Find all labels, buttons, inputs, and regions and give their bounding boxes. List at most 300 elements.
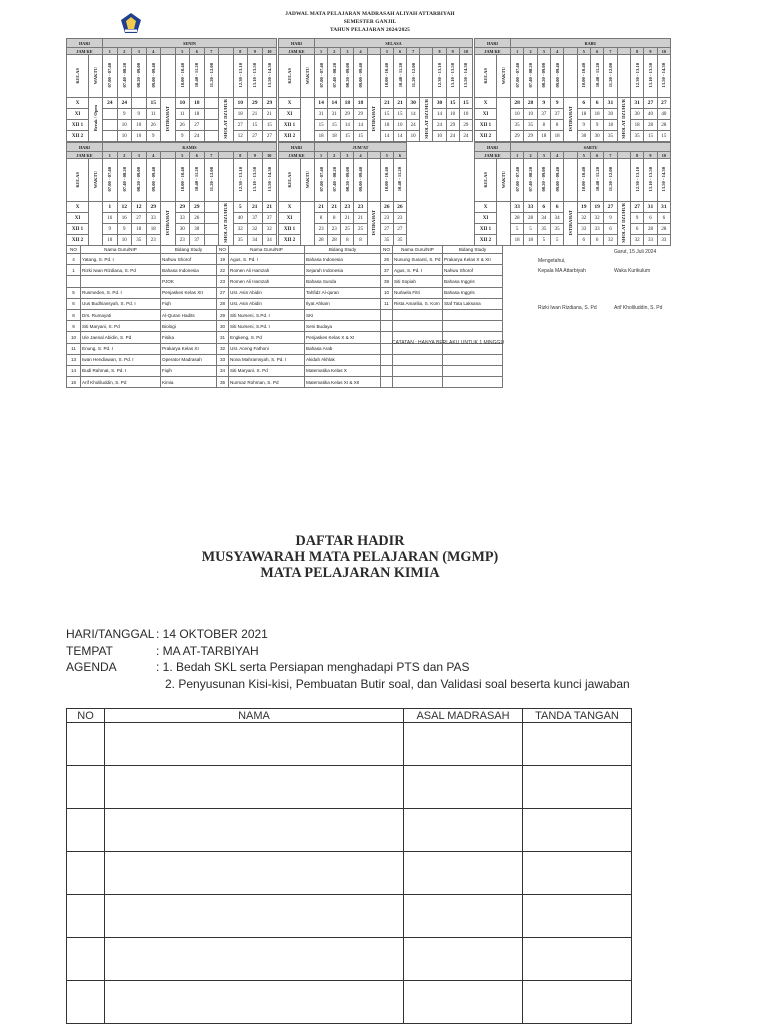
- subject-code: 9: [537, 98, 550, 109]
- subject-code: 30: [190, 224, 205, 235]
- subject-code: 29: [341, 109, 354, 120]
- time-slot: 07.00 - 07.40: [103, 55, 118, 98]
- teacher-no: 10: [381, 287, 393, 298]
- subject-code: 18: [315, 131, 328, 142]
- teacher-no: 34: [217, 365, 229, 376]
- subject-code: 35: [380, 235, 393, 246]
- subject-code: 32: [630, 235, 643, 246]
- jam-number: 7: [604, 152, 617, 159]
- subject-code: 10: [433, 131, 446, 142]
- attendance-row: [67, 809, 632, 852]
- teacher-name: Siti Nurseni, S.Pd. I: [229, 321, 305, 332]
- teacher-header-cell: Bidang Study: [161, 246, 217, 254]
- jam-number: 2: [524, 48, 537, 55]
- subject-code: 8: [315, 213, 328, 224]
- attendance-asal-cell[interactable]: [404, 981, 523, 1024]
- signature-date: Garut, 15 Juli 2024: [614, 249, 657, 255]
- subject-code: 30: [175, 224, 190, 235]
- jam-number: 9: [644, 48, 657, 55]
- jam-number: 8: [433, 48, 446, 55]
- jam-number: 9: [248, 48, 263, 55]
- time-slot: 12.30 - 13.10: [630, 159, 643, 202]
- teacher-subject: Penjaskes Kelas X & XI: [305, 332, 381, 343]
- teacher-subject: Staf Tata Laksana: [443, 298, 503, 309]
- subject-code: 27: [393, 224, 406, 235]
- subject-code: 29: [146, 202, 161, 213]
- subject-code: 40: [657, 109, 670, 120]
- subject-code: 31: [630, 98, 643, 109]
- time-slot: 12.30 - 13.10: [630, 55, 643, 98]
- teacher-name: Rista Amarilia, S. Kom: [393, 298, 443, 309]
- subject-code: 30: [407, 98, 420, 109]
- teacher-no: 14: [67, 365, 81, 376]
- subject-code: 10: [117, 131, 132, 142]
- teacher-name: Siti Sopiah: [393, 276, 443, 287]
- subject-code: 28: [524, 98, 537, 109]
- subject-code: [132, 98, 147, 109]
- teacher-subject: Bahasa Sunda: [305, 276, 381, 287]
- jam-number: 8: [630, 48, 643, 55]
- class-name: X: [279, 98, 301, 109]
- subject-code: 29: [248, 98, 263, 109]
- waktu-label: WAKTU: [301, 55, 315, 98]
- subject-code: 10: [446, 109, 459, 120]
- subject-code: 15: [328, 120, 341, 131]
- teacher-subject: Matematika Kelas XI & XII: [305, 377, 381, 388]
- kemenag-logo-icon: [120, 12, 142, 34]
- attendance-ttd-cell[interactable]: [523, 723, 632, 766]
- teacher-no: 8: [67, 309, 81, 320]
- waktu-cell: [497, 98, 511, 142]
- teacher-subject: Fiqih: [161, 365, 217, 376]
- teacher-subject: [443, 365, 503, 376]
- subject-code: 35: [630, 131, 643, 142]
- teacher-no: [381, 332, 393, 343]
- attendance-title-line2: MUSYAWARAH MATA PELAJARAN (MGMP): [201, 549, 499, 565]
- time-slot: 10.00 - 10.40: [175, 55, 190, 98]
- subject-code: 37: [248, 213, 263, 224]
- break-header: [420, 55, 433, 98]
- class-name: X: [475, 98, 497, 109]
- break-header: [161, 55, 176, 98]
- kelas-label: KELAS: [279, 159, 301, 202]
- jam-number: 1: [103, 152, 118, 159]
- class-name: XI: [475, 213, 497, 224]
- break-header: [161, 152, 176, 159]
- subject-code: 27: [248, 131, 263, 142]
- teacher-name: Romen Ali Hamzah: [229, 265, 305, 276]
- subject-code: 10: [233, 98, 248, 109]
- subject-code: 29: [511, 131, 524, 142]
- teacher-table: [66, 245, 503, 388]
- attendance-ttd-cell[interactable]: [523, 895, 632, 938]
- jam-number: 6: [190, 152, 205, 159]
- jam-number: 6: [190, 48, 205, 55]
- teacher-name: [393, 377, 443, 388]
- kelas-label: KELAS: [475, 55, 497, 98]
- sholat-cell: SHOLAT DZUHUR: [617, 98, 630, 142]
- subject-code: [204, 131, 219, 142]
- attendance-nama-cell[interactable]: [105, 766, 404, 809]
- subject-code: 8: [341, 235, 354, 246]
- subject-code: [103, 131, 118, 142]
- teacher-subject: Nahwu Shorof: [161, 254, 217, 265]
- attendance-asal-cell[interactable]: [404, 938, 523, 981]
- teacher-no: 35: [217, 377, 229, 388]
- jam-number: 7: [204, 152, 219, 159]
- time-slot: 07.00 - 07.40: [315, 55, 328, 98]
- class-name: XII 2: [475, 235, 497, 246]
- teacher-no: 28: [217, 298, 229, 309]
- subject-code: 37: [550, 109, 563, 120]
- subject-code: 23: [175, 235, 190, 246]
- jam-number: 8: [233, 152, 248, 159]
- sholat-cell: SHOLAT DZUHUR: [219, 98, 234, 142]
- subject-code: 6: [577, 235, 590, 246]
- attendance-no-cell[interactable]: [67, 809, 105, 852]
- teacher-name: Yatang, S. Pd. I: [81, 254, 161, 265]
- time-slot: 07.00 - 07.40: [511, 159, 524, 202]
- class-name: XII 1: [67, 120, 89, 131]
- subject-code: [204, 98, 219, 109]
- teacher-name: [393, 309, 443, 320]
- waktu-label: WAKTU: [497, 55, 511, 98]
- jam-number: 10: [262, 48, 277, 55]
- subject-code: 23: [341, 202, 354, 213]
- teacher-row: [67, 298, 503, 309]
- time-slot: 09.00 - 09.40: [146, 55, 161, 98]
- subject-code: 10: [132, 131, 147, 142]
- subject-code: 33: [146, 213, 161, 224]
- time-slot: 13.50 - 14.30: [657, 55, 670, 98]
- subject-code: 33: [644, 235, 657, 246]
- teacher-row: [67, 276, 503, 287]
- subject-code: 40: [644, 109, 657, 120]
- subject-code: 27: [132, 213, 147, 224]
- time-slot: 13.10 - 13.50: [644, 55, 657, 98]
- subject-code: 14: [341, 120, 354, 131]
- teacher-name: [393, 321, 443, 332]
- subject-code: 15: [644, 131, 657, 142]
- subject-code: 29: [354, 109, 367, 120]
- subject-code: 9: [590, 120, 603, 131]
- attendance-asal-cell[interactable]: [404, 852, 523, 895]
- kelas-label: KELAS: [279, 55, 301, 98]
- subject-code: 16: [117, 213, 132, 224]
- subject-code: 14: [393, 131, 406, 142]
- subject-code: 31: [644, 202, 657, 213]
- subject-code: 8: [354, 235, 367, 246]
- subject-code: 21: [341, 213, 354, 224]
- jam-number: 4: [354, 152, 367, 159]
- teacher-name: Ust. Asin Abidin: [229, 287, 305, 298]
- class-name: XI: [475, 109, 497, 120]
- teacher-subject: Bahasa Indonesia: [161, 265, 217, 276]
- schedule-row: [279, 202, 407, 213]
- break-header: [219, 159, 234, 202]
- subject-code: 37: [190, 235, 205, 246]
- subject-code: 32: [262, 224, 277, 235]
- subject-code: 6: [604, 224, 617, 235]
- attendance-asal-cell[interactable]: [404, 895, 523, 938]
- teacher-no: 11: [381, 298, 393, 309]
- subject-code: 5: [233, 202, 248, 213]
- teacher-name: Iwan Hendiawan, S. Pd. I: [81, 354, 161, 365]
- sholat-cell: SHOLAT DZUHUR: [420, 98, 433, 142]
- subject-code: 5: [537, 235, 550, 246]
- teacher-row: [67, 265, 503, 276]
- agenda-label: AGENDA: [66, 660, 117, 674]
- teacher-row: [67, 354, 503, 365]
- time-slot: 10.00 - 10.40: [175, 159, 190, 202]
- waktu-cell: [497, 202, 511, 246]
- istirahat-cell: ISTIRAHAT: [564, 98, 577, 142]
- time-slot: 13.10 - 13.50: [248, 159, 263, 202]
- subject-code: 29: [175, 202, 190, 213]
- attendance-row: [67, 981, 632, 1024]
- teacher-header-cell: Nama Guru/NIP: [393, 246, 443, 254]
- subject-code: 15: [380, 109, 393, 120]
- time-slot: 08.20 - 09.00: [132, 159, 147, 202]
- teacher-subject: [443, 321, 503, 332]
- subject-code: 40: [233, 213, 248, 224]
- subject-code: 12: [132, 202, 147, 213]
- subject-code: 15: [459, 98, 472, 109]
- jam-number: 1: [511, 152, 524, 159]
- teacher-no: 6: [67, 298, 81, 309]
- subject-code: 10: [524, 109, 537, 120]
- jam-number: 1: [103, 48, 118, 55]
- break-header: [564, 48, 577, 55]
- subject-code: [204, 235, 219, 246]
- teacher-name: Nurmaz Rohman, S. Pd: [229, 377, 305, 388]
- subject-code: 35: [537, 224, 550, 235]
- teacher-no: 37: [381, 265, 393, 276]
- attendance-no-cell[interactable]: [67, 895, 105, 938]
- subject-code: 18: [354, 98, 367, 109]
- attendance-row: [67, 938, 632, 981]
- attendance-nama-cell[interactable]: [105, 938, 404, 981]
- attendance-asal-cell[interactable]: [404, 809, 523, 852]
- subject-code: 32: [577, 213, 590, 224]
- time-slot: 09.00 - 09.40: [354, 55, 367, 98]
- time-slot: 12.30 - 13.10: [433, 55, 446, 98]
- jam-number: 10: [657, 152, 670, 159]
- jam-number: 9: [248, 152, 263, 159]
- istirahat-cell: ISTIRAHAT: [564, 202, 577, 246]
- subject-code: 21: [262, 109, 277, 120]
- subject-code: 18: [341, 98, 354, 109]
- teacher-name: Enung, S. Pd. I: [81, 343, 161, 354]
- attendance-ttd-cell[interactable]: [523, 809, 632, 852]
- subject-code: 15: [315, 120, 328, 131]
- break-header: [219, 48, 234, 55]
- jam-number: 9: [446, 48, 459, 55]
- teacher-header-cell: Bidang Study: [305, 246, 381, 254]
- subject-code: 27: [233, 120, 248, 131]
- class-name: XI: [67, 213, 89, 224]
- subject-code: [204, 109, 219, 120]
- break-header: [367, 55, 380, 98]
- day-name: RABU: [511, 39, 671, 48]
- jam-number: 3: [132, 48, 147, 55]
- class-name: XI: [279, 213, 301, 224]
- teacher-name: [81, 276, 161, 287]
- class-name: X: [475, 202, 497, 213]
- attendance-ttd-cell[interactable]: [523, 852, 632, 895]
- attendance-nama-cell[interactable]: [105, 809, 404, 852]
- attendance-nama-cell[interactable]: [105, 895, 404, 938]
- teacher-subject: Fiqh: [161, 298, 217, 309]
- teacher-name: Agus, S. Pd. I: [393, 265, 443, 276]
- time-slot: 07.40 - 08.20: [524, 55, 537, 98]
- jam-number: 10: [657, 48, 670, 55]
- subject-code: 14: [354, 120, 367, 131]
- subject-code: 35: [393, 235, 406, 246]
- time-slot: 10.40 - 11.20: [190, 55, 205, 98]
- teacher-header-row: [67, 246, 503, 254]
- jam-number: 7: [604, 48, 617, 55]
- teacher-subject: Prakarya Kelas X & XII: [443, 254, 503, 265]
- hari-value: : 14 OKTOBER 2021: [156, 627, 268, 641]
- attendance-title-line3: MATA PELAJARAN KIMIA: [260, 565, 440, 581]
- attendance-asal-cell[interactable]: [404, 723, 523, 766]
- subject-code: 35: [132, 235, 147, 246]
- schedule-row: [67, 98, 277, 109]
- attendance-nama-cell[interactable]: [105, 723, 404, 766]
- attendance-no-cell[interactable]: [67, 766, 105, 809]
- subject-code: 16: [103, 213, 118, 224]
- jam-ke-label: JAM KE: [67, 48, 103, 55]
- subject-code: 23: [146, 235, 161, 246]
- subject-code: 28: [524, 213, 537, 224]
- sholat-cell: SHOLAT DZUHUR: [617, 202, 630, 246]
- subject-code: 27: [630, 202, 643, 213]
- class-name: XII 2: [67, 235, 89, 246]
- teacher-name: Romen Ali Hamzah: [229, 276, 305, 287]
- subject-code: 14: [328, 98, 341, 109]
- schedule-row: [67, 202, 277, 213]
- subject-code: 21: [354, 213, 367, 224]
- break-header: [564, 159, 577, 202]
- subject-code: 9: [175, 131, 190, 142]
- attendance-no-cell[interactable]: [67, 938, 105, 981]
- attendance-ttd-cell[interactable]: [523, 766, 632, 809]
- subject-code: 30: [604, 109, 617, 120]
- jam-number: 9: [644, 152, 657, 159]
- attendance-ttd-cell[interactable]: [523, 981, 632, 1024]
- subject-code: 28: [657, 120, 670, 131]
- attendance-no-cell[interactable]: [67, 852, 105, 895]
- subject-code: 35: [550, 224, 563, 235]
- time-slot: 07.40 - 08.20: [328, 55, 341, 98]
- subject-code: 6: [657, 213, 670, 224]
- attendance-nama-cell[interactable]: [105, 852, 404, 895]
- jam-number: 4: [354, 48, 367, 55]
- attendance-no-cell[interactable]: [67, 723, 105, 766]
- jam-number: 5: [577, 48, 590, 55]
- teacher-subject: [443, 354, 503, 365]
- subject-code: 9: [117, 109, 132, 120]
- subject-code: 28: [644, 120, 657, 131]
- subject-code: 34: [248, 235, 263, 246]
- subject-code: 24: [433, 120, 446, 131]
- subject-code: 5: [550, 235, 563, 246]
- subject-code: 27: [262, 131, 277, 142]
- subject-code: 21: [328, 202, 341, 213]
- subject-code: 37: [262, 213, 277, 224]
- attendance-nama-cell[interactable]: [105, 981, 404, 1024]
- signature-waka-title: Waka Kurikulum: [614, 268, 651, 274]
- teacher-subject: Bahasa Arab: [305, 343, 381, 354]
- jam-ke-label: JAM KE: [475, 152, 511, 159]
- subject-code: 18: [630, 120, 643, 131]
- teacher-row: [67, 377, 503, 388]
- subject-code: 10: [132, 120, 147, 131]
- teacher-subject: Akidah Akhlak: [305, 354, 381, 365]
- teacher-no: 13: [67, 354, 81, 365]
- teacher-header-cell: NO: [381, 246, 393, 254]
- subject-code: 30: [630, 109, 643, 120]
- subject-code: 10: [175, 98, 190, 109]
- day-name: KAMIS: [103, 143, 277, 152]
- jam-number: 6: [393, 48, 406, 55]
- class-name: XII 1: [475, 224, 497, 235]
- teacher-name: Rusmeden, S. Pd. I: [81, 287, 161, 298]
- jam-number: 5: [175, 48, 190, 55]
- subject-code: 11: [146, 109, 161, 120]
- subject-code: 14: [315, 98, 328, 109]
- subject-code: 29: [459, 120, 472, 131]
- jam-number: 3: [341, 48, 354, 55]
- jam-number: 5: [380, 48, 393, 55]
- jam-number: 3: [132, 152, 147, 159]
- teacher-name: Ust. Aceng Fathoni: [229, 343, 305, 354]
- break-header: [420, 48, 433, 55]
- jam-number: 3: [537, 152, 550, 159]
- subject-code: 28: [511, 213, 524, 224]
- schedule-row: [475, 98, 671, 109]
- subject-code: 15: [446, 98, 459, 109]
- jam-number: 7: [204, 48, 219, 55]
- class-name: XII 1: [279, 120, 301, 131]
- break-header: [617, 48, 630, 55]
- subject-code: 10: [459, 109, 472, 120]
- attendance-asal-cell[interactable]: [404, 766, 523, 809]
- teacher-no: 10: [67, 332, 81, 343]
- schedule-row: [475, 202, 671, 213]
- subject-code: [103, 109, 118, 120]
- teacher-no: 5: [67, 287, 81, 298]
- break-header: [564, 152, 577, 159]
- subject-code: 18: [511, 235, 524, 246]
- teacher-subject: Matematika Kelas X: [305, 365, 381, 376]
- time-slot: 11.20 - 12.00: [604, 159, 617, 202]
- attendance-ttd-cell[interactable]: [523, 938, 632, 981]
- subject-code: 15: [354, 131, 367, 142]
- subject-code: 30: [590, 131, 603, 142]
- attendance-no-cell[interactable]: [67, 981, 105, 1024]
- time-slot: 09.00 - 09.40: [146, 159, 161, 202]
- break-header: [161, 159, 176, 202]
- break-header: [367, 48, 380, 55]
- subject-code: 35: [604, 131, 617, 142]
- teacher-subject: Operator Madrasah: [161, 354, 217, 365]
- subject-code: 35: [233, 235, 248, 246]
- subject-code: 6: [537, 202, 550, 213]
- teacher-row: [67, 365, 503, 376]
- schedule-header: [200, 10, 540, 34]
